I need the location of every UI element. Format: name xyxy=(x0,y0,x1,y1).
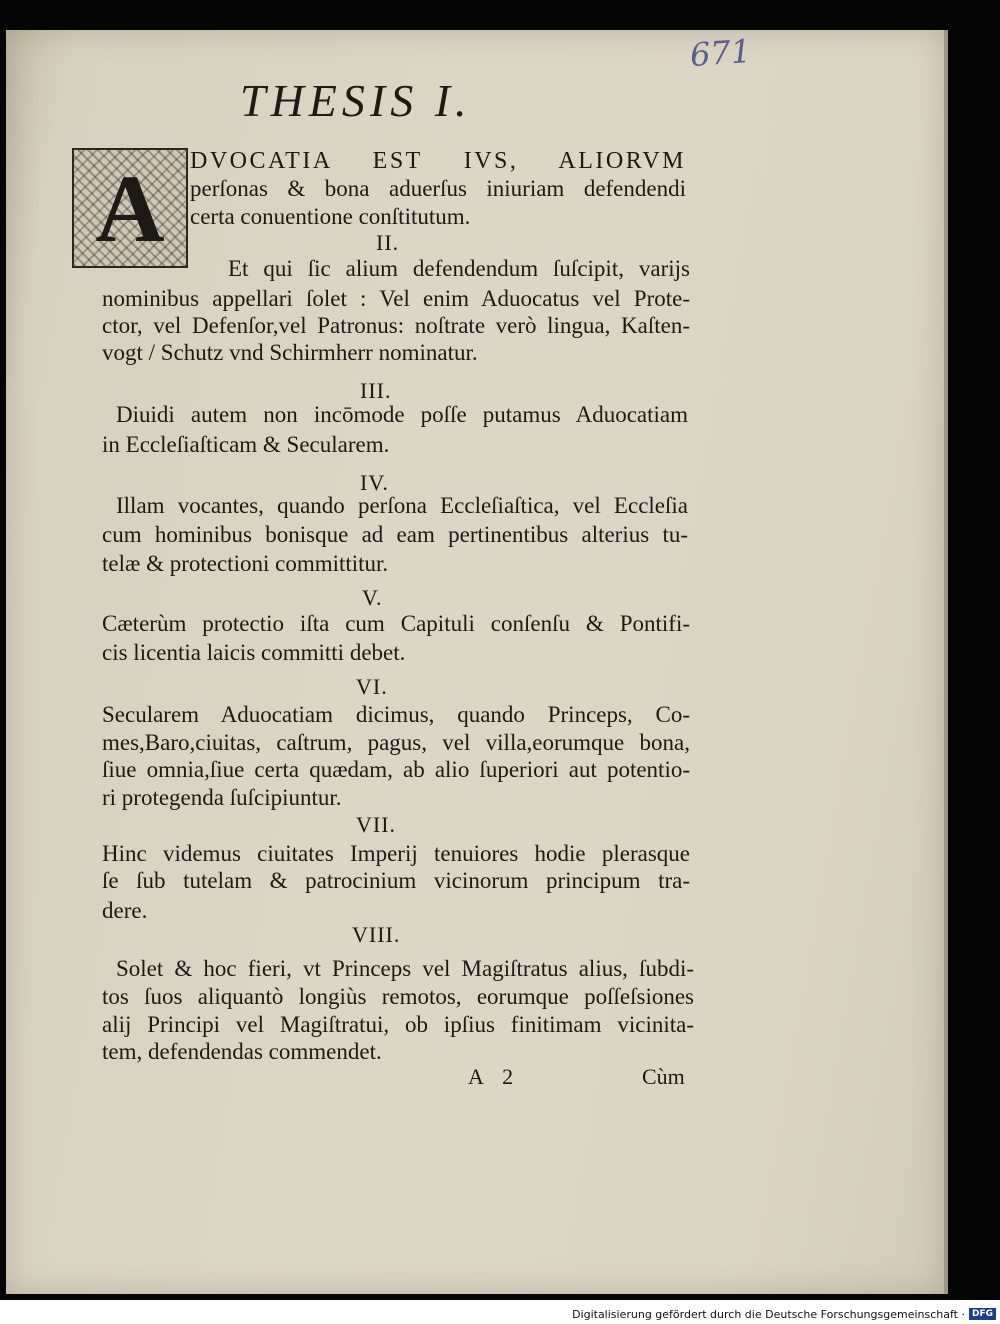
text-line: cum hominibus bonisque ad eam pertinentibus alterius tu- xyxy=(102,522,688,547)
text-line: telæ & protectioni committitur. xyxy=(102,551,389,576)
dfg-logo: DFG xyxy=(969,1308,996,1320)
text-line: Secularem Aduocatiam dicimus, quando Princeps, Co- xyxy=(102,702,690,727)
funding-footer xyxy=(572,1304,1000,1324)
text-line: ctor, vel Defenſor,vel Patronus: noſtrate verò lingua, Kaſten- xyxy=(102,313,690,338)
section-number: V. xyxy=(362,585,383,610)
decorated-initial xyxy=(72,148,188,268)
thesis-heading: THESIS I. xyxy=(240,75,472,126)
text-line: certa conuentione conſtitutum. xyxy=(190,204,471,229)
text-line: Illam vocantes, quando perſona Eccleſiaſtica, vel Eccleſia xyxy=(116,493,688,518)
text-line: tos ſuos aliquantò longiùs remotos, eorumque poſſeſsiones xyxy=(102,984,694,1009)
manuscript-page-number: 671 xyxy=(688,31,753,75)
text-line: Cæterùm protectio iſta cum Capituli conſenſu & Pontifi- xyxy=(102,611,690,636)
text-line: Solet & hoc fieri, vt Princeps vel Magiſtratus alius, ſubdi- xyxy=(116,956,694,981)
catchword: Cùm xyxy=(642,1064,685,1089)
text-line: vogt / Schutz vnd Schirmherr nominatur. xyxy=(102,340,478,365)
section-number: VIII. xyxy=(352,922,401,947)
text-line: cis licentia laicis committi debet. xyxy=(102,640,406,665)
text-line: dere. xyxy=(102,898,148,923)
text-line: perſonas & bona aduerſus iniuriam defendendi xyxy=(190,176,686,201)
text-line: Diuidi autem non incōmode poſſe putamus Aduocatiam xyxy=(116,402,688,427)
footer-text: Digitalisierung gefördert durch die Deutsche Forschungsgemeinschaft · xyxy=(572,1307,965,1321)
section-number: VII. xyxy=(356,812,397,837)
text-line: ri protegenda ſuſcipiuntur. xyxy=(102,785,342,810)
text-line: DVOCATIA EST IVS, ALIORVM xyxy=(190,148,686,174)
text-line: in Eccleſiaſticam & Secularem. xyxy=(102,432,390,457)
text-line: mes,Baro,ciuitas, caſtrum, pagus, vel villa,eorumque bona, xyxy=(102,730,690,755)
text-line: alij Principi vel Magiſtratui, ob ipſius finitimam vicinita- xyxy=(102,1012,694,1037)
signature-mark: A 2 xyxy=(468,1064,514,1089)
text-line: tem, defendendas commendet. xyxy=(102,1039,382,1064)
text-line: ſe ſub tutelam & patrocinium vicinorum principum tra- xyxy=(102,868,690,893)
page-edge xyxy=(944,30,948,1294)
section-number: IV. xyxy=(360,470,389,495)
text-line: Et qui ſic alium defendendum ſuſcipit, varijs xyxy=(228,256,690,281)
text-line: ſiue omnia,ſiue certa quædam, ab alio ſuperiori aut potentio- xyxy=(102,757,690,782)
section-number: II. xyxy=(376,230,400,255)
section-number: III. xyxy=(360,378,392,403)
section-number: VI. xyxy=(356,674,388,699)
initial-letter: A xyxy=(95,155,165,262)
text-line: Hinc videmus ciuitates Imperij tenuiores hodie plerasque xyxy=(102,841,690,866)
text-line: nominibus appellari ſolet : Vel enim Aduocatus vel Prote- xyxy=(102,286,690,311)
